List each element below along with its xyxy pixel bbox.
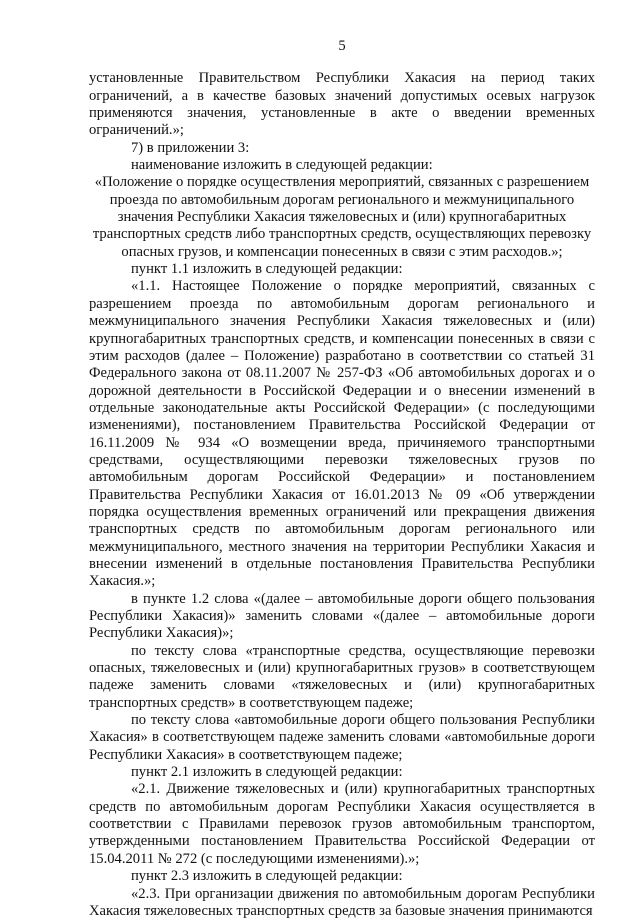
paragraph: «1.1. Настоящее Положение о порядке мероприятий, связанных с разрешением проезда по автомобильным дорогам регионального и межмуниципального значения Республики Хакасия тяжеловесных и (или) крупногабаритных транспортных средств, и компенсации понесенных в связи с этим расходов (далее – Положение) разработано в соответствии со статьей 31 Федерального закона от 08.11.2007 № 257-ФЗ «Об автомобильных дорогах и о дорожной деятельности в Российской Федерации и о внесении изменений в отдельные законодательные акты Российской Федерации» (с последующими изменениями), постановлением Правительства Российской Федерации от 16.11.2009 № 934 «О возмещении вреда, причиняемого транспортными средствами, осуществляющими перевозки тяжеловесных грузов по автомобильным дорогам Российской Федерации» и постановлением Правительства Республики Хакасия от 16.01.2013 № 09 «Об утверждении порядка осуществления временных ограничений или прекращения движения транспортных средств по автомобильным дорогам регионального или межмуниципального, местного значения на территории Республики Хакасия и внесении изменений в отдельные постановления Правительства Республики Хакасия.»; <box>89 278 595 590</box>
paragraph: «2.3. При организации движения по автомобильным дорогам Республики Хакасия тяжеловесных транспортных средств за базовые значения принимаются <box>89 886 595 920</box>
paragraph: по тексту слова «транспортные средства, осуществляющие перевозки опасных, тяжеловесных и (или) крупногабаритных грузов» в соответствующем падеже заменить словами «тяжеловесных и (или) крупногабаритных транспортных средств» в соответствующем падеже; <box>89 643 595 712</box>
paragraph: пункт 1.1 изложить в следующей редакции: <box>89 261 595 278</box>
paragraph: 7) в приложении 3: <box>89 140 595 157</box>
paragraph: по тексту слова «автомобильные дороги общего пользования Республики Хакасия» в соответствующем падеже заменить словами «автомобильные дороги Республики Хакасия» в соответствующем падеже; <box>89 712 595 764</box>
paragraph: пункт 2.1 изложить в следующей редакции: <box>89 764 595 781</box>
paragraph: наименование изложить в следующей редакции: <box>89 157 595 174</box>
paragraph: в пункте 1.2 слова «(далее – автомобильные дороги общего пользования Республики Хакасия)» заменить словами «(далее – автомобильные дороги Республики Хакасия)»; <box>89 591 595 643</box>
paragraph: пункт 2.3 изложить в следующей редакции: <box>89 868 595 885</box>
page-number: 5 <box>89 38 595 55</box>
paragraph: установленные Правительством Республики Хакасия на период таких ограничений, а в качестве базовых значений допустимых осевых нагрузок применяются значения, установленные в акте о введении временных ограничений.»; <box>89 70 595 139</box>
appendix-title: «Положение о порядке осуществления мероприятий, связанных с разрешением проезда по автомобильным дорогам регионального и межмуниципального значения Республики Хакасия тяжеловесных и (или) крупногабаритных транспортных средств либо транспортных средств, осуществляющих перевозку опасных грузов, и компенсации понесенных в связи с этим расходов.»; <box>89 174 595 261</box>
paragraph: «2.1. Движение тяжеловесных и (или) крупногабаритных транспортных средств по автомобильным дорогам Республики Хакасия осуществляется в соответствии с Правилами перевозок грузов автомобильным транспортом, утвержденными постановлением Правительства Российской Федерации от 15.04.2011 № 272 (с последующими изменениями).»; <box>89 781 595 868</box>
